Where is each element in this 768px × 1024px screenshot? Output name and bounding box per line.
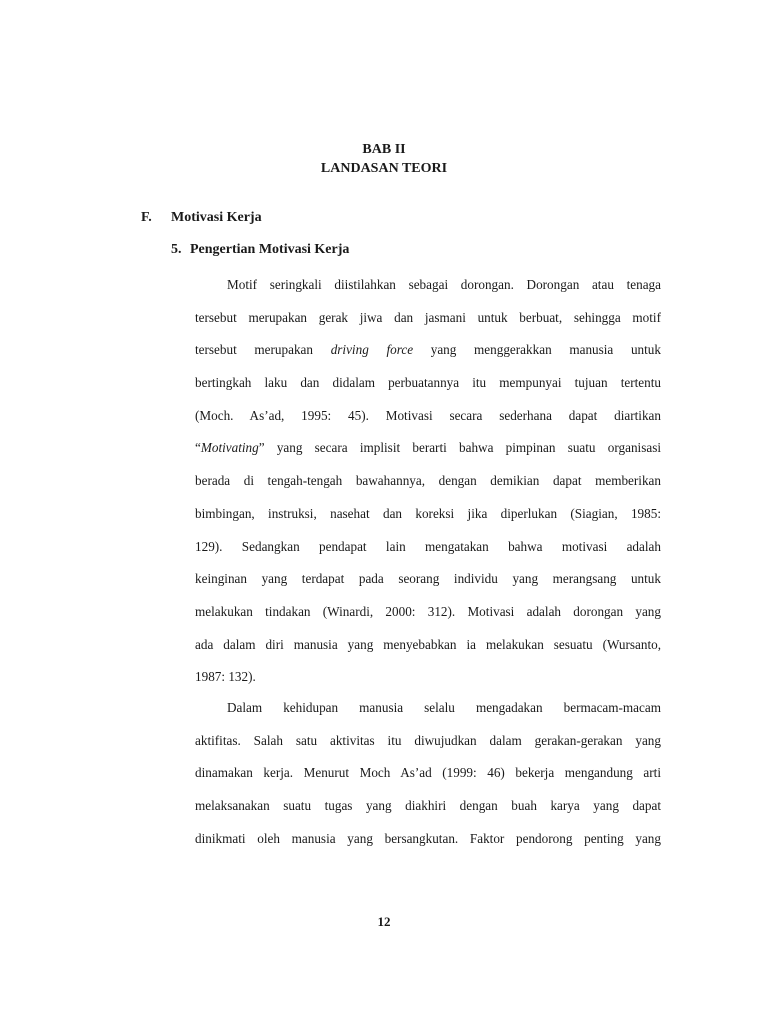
paragraph-line: aktifitas. Salah satu aktivitas itu diwujudkan dalam gerakan-gerakan yang bbox=[195, 732, 661, 748]
subsection-heading bbox=[171, 240, 349, 259]
paragraph-line: bimbingan, instruksi, nasehat dan koreksi jika diperlukan (Siagian, 1985: bbox=[195, 505, 661, 521]
paragraph-line: melaksanakan suatu tugas yang diakhiri dengan buah karya yang dapat bbox=[195, 798, 661, 814]
paragraph-line: ada dalam diri manusia yang menyebabkan ia melakukan sesuatu (Wursanto, bbox=[195, 636, 661, 652]
paragraph-line: 1987: 132). bbox=[195, 669, 256, 685]
paragraph-line: 129). Sedangkan pendapat lain mengatakan bahwa motivasi adalah bbox=[195, 538, 661, 554]
paragraph-line: Dalam kehidupan manusia selalu mengadakan bermacam-macam bbox=[227, 700, 661, 715]
page-number: 12 bbox=[377, 914, 391, 929]
section-heading bbox=[141, 208, 262, 227]
italic-term: Motivating bbox=[200, 440, 259, 456]
subsection-title: Pengertian Motivasi Kerja bbox=[190, 242, 350, 257]
paragraph-2 bbox=[195, 692, 661, 855]
paragraph-1 bbox=[195, 269, 661, 694]
italic-term: driving force bbox=[330, 342, 414, 358]
text-run: tersebut merupakan bbox=[195, 342, 331, 358]
paragraph-line: keinginan yang terdapat pada seorang individu yang merangsang untuk bbox=[195, 571, 661, 587]
text-run: ” yang secara implisit berarti bahwa pimpinan suatu organisasi bbox=[258, 440, 661, 456]
paragraph-line: bertingkah laku dan didalam perbuatannya itu mempunyai tujuan tertentu bbox=[195, 375, 661, 391]
paragraph-line: (Moch. As’ad, 1995: 45). Motivasi secara sederhana dapat diartikan bbox=[195, 407, 661, 423]
paragraph-line: Motif seringkali diistilahkan sebagai dorongan. Dorongan atau tenaga bbox=[227, 277, 661, 292]
subsection-marker: 5. bbox=[171, 242, 182, 257]
chapter-number: BAB II bbox=[362, 142, 406, 157]
paragraph-line: dinikmati oleh manusia yang bersangkutan. Faktor pendorong penting yang bbox=[195, 830, 661, 846]
text-run: yang menggerakkan manusia untuk bbox=[413, 342, 661, 358]
paragraph-line: berada di tengah-tengah bawahannya, dengan demikian dapat memberikan bbox=[195, 473, 661, 489]
paragraph-line bbox=[195, 334, 661, 367]
section-title: Motivasi Kerja bbox=[171, 210, 262, 225]
paragraph-line: tersebut merupakan gerak jiwa dan jasmani untuk berbuat, sehingga motif bbox=[195, 309, 661, 325]
chapter-heading bbox=[0, 140, 768, 178]
chapter-title: LANDASAN TEORI bbox=[320, 161, 448, 176]
text-run: “ bbox=[195, 440, 201, 456]
paragraph-line bbox=[195, 432, 661, 465]
paragraph-line: melakukan tindakan (Winardi, 2000: 312). Motivasi adalah dorongan yang bbox=[195, 603, 661, 619]
paragraph-line: dinamakan kerja. Menurut Moch As’ad (1999: 46) bekerja mengandung arti bbox=[195, 765, 661, 781]
section-marker: F. bbox=[141, 210, 152, 225]
